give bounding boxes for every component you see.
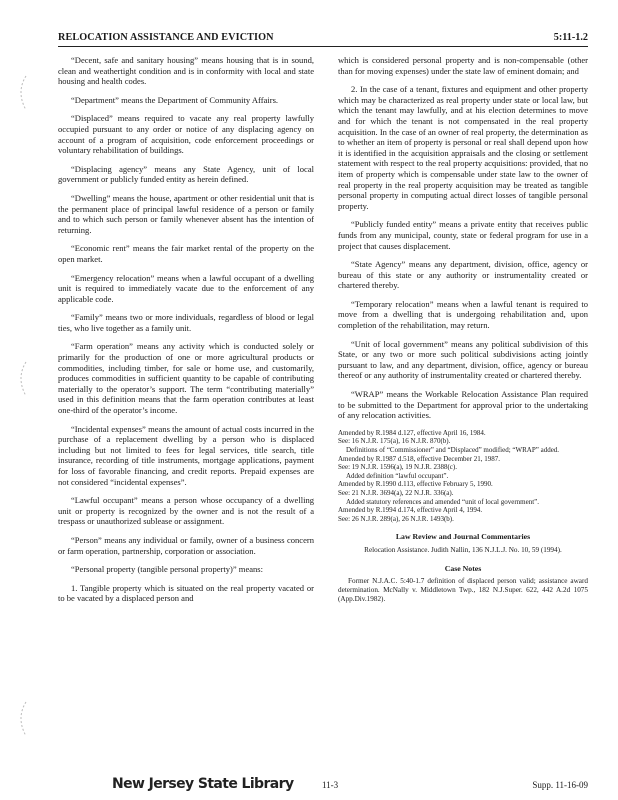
- amendment-line: See: 19 N.J.R. 1596(a), 19 N.J.R. 2388(c).: [338, 463, 457, 472]
- header-title: RELOCATION ASSISTANCE AND EVICTION: [58, 32, 274, 43]
- definition-paragraph: “Displacing agency” means any State Agency, unit of local government or publicly funded entity as herein defined.: [58, 163, 314, 185]
- definition-paragraph: 1. Tangible property which is situated on the real property vacated or to be vacated by a displaced person and: [58, 582, 314, 604]
- case-notes-heading: Case Notes: [444, 563, 482, 573]
- amendment-line: Amended by R.1987 d.518, effective December 21, 1987.: [338, 454, 500, 463]
- amendment-line: Added definition “lawful occupant”.: [346, 471, 449, 480]
- definition-paragraph: “Dwelling” means the house, apartment or other residential unit that is the permanent place of principal lawful residence of a person or family and to which such person or family whenever absent has the intention of returning.: [58, 192, 314, 235]
- definition-paragraph: “Emergency relocation” means when a lawful occupant of a dwelling unit is required to immediately vacate due to the enforcement of any applicable code.: [58, 272, 314, 304]
- amendment-line: Amended by R.1990 d.113, effective February 5, 1990.: [338, 480, 493, 489]
- left-column: [58, 55, 314, 612]
- page-number: 11-3: [322, 780, 339, 790]
- case-notes-text: Former N.J.A.C. 5:40-1.7 definition of displaced person valid; assistance award determination. McNally v. Middletown Twp., 182 N.J.Super. 622, 442 A.2d 1075 (App.Div.1982).: [338, 577, 588, 603]
- definition-paragraph: “Incidental expenses” means the amount of actual costs incurred in the purchase of a replacement dwelling by a person who is displaced including but not limited to fees for legal services, title search, title insurance, recording of title instruments, mortgage applications, payment for loss of favorable financing, and credit reports. Prepaid expenses are not considered “incidental expenses”.: [58, 423, 314, 487]
- amendment-line: See: 21 N.J.R. 3694(a), 22 N.J.R. 336(a).: [338, 488, 454, 497]
- binder-hole-mark: [14, 700, 30, 760]
- definition-paragraph: “Temporary relocation” means when a lawful tenant is required to move from a dwelling that is undergoing rehabilitation and, upon completion of the rehabilitation, may return.: [338, 298, 588, 331]
- amendment-line: Amended by R.1984 d.127, effective April 16, 1984.: [338, 428, 486, 437]
- amendment-line: See: 16 N.J.R. 175(a), 16 N.J.R. 870(b).: [338, 437, 451, 446]
- amendment-history: [338, 429, 588, 524]
- definition-paragraph: “Farm operation” means any activity which is conducted solely or primarily for the production of one or more agricultural products or commodities, including timber, for sale or home use, and customarily, produces commodities in sufficient quantity to be capable of contributing materially to the operator’s support. The term “contributing materially” used in this definition means that the farm operation contributes at least one-third of the operator’s income.: [58, 341, 314, 416]
- library-watermark: New Jersey State Library: [112, 776, 294, 792]
- law-review-text: Relocation Assistance. Judith Nallin, 136 N.J.L.J. No. 10, 59 (1994).: [364, 545, 562, 554]
- amendment-line: Amended by R.1994 d.174, effective April 4, 1994.: [338, 506, 483, 515]
- running-header: [58, 30, 588, 47]
- page-footer: [0, 776, 618, 796]
- definition-paragraph: “Lawful occupant” means a person whose occupancy of a dwelling unit or property is recognized by the owner and is not the result of a trespass or unauthorized sublease or assignment.: [58, 495, 314, 527]
- definition-paragraph: “Person” means any individual or family, owner of a business concern or farm operation, partnership, corporation or association.: [58, 534, 314, 556]
- amendment-line: See: 26 N.J.R. 289(a), 26 N.J.R. 1493(b).: [338, 514, 454, 523]
- definition-paragraph: which is considered personal property and is non-compensable (other than for moving expenses) under the state law of eminent domain; and: [338, 55, 588, 76]
- definition-paragraph: 2. In the case of a tenant, fixtures and equipment and other property which may be characterized as real property under state or local law, but which the tenant may lawfully, and at his election determines to move and for which the tenant is not compensated in the real property acquisition. In the case of an owner of real property, the determination as to whether an item of property is personal or real shall depend upon how it is identified in the acquisition appraisals and the closing or settlement statement with respect to the real property acquisitions: provided, that no item of property which is compensable under state law to the owner of real property in the real property acquisition may be treated as tangible personal property in computing actual direct losses of tangible personal property.: [338, 84, 588, 211]
- law-review-heading: Law Review and Journal Commentaries: [395, 532, 531, 542]
- binder-hole-mark: [14, 360, 30, 420]
- right-column: [338, 55, 588, 613]
- definition-paragraph: “Department” means the Department of Community Affairs.: [71, 94, 279, 105]
- definition-paragraph: “WRAP” means the Workable Relocation Assistance Plan required to be submitted to the Department for approval prior to the undertaking of any relocation activities.: [338, 389, 588, 421]
- definition-paragraph: “Personal property (tangible personal property)” means:: [71, 564, 264, 575]
- amendment-line: Added statutory references and amended “unit of local government”.: [346, 497, 540, 506]
- definition-paragraph: “Economic rent” means the fair market rental of the property on the open market.: [58, 243, 314, 264]
- amendment-line: Definitions of “Commissioner” and “Displaced” modified; “WRAP” added.: [346, 446, 560, 454]
- definition-paragraph: “State Agency” means any department, division, office, agency or bureau of this state or any authority or instrumentality created or chartered thereby.: [338, 259, 588, 291]
- binder-hole-mark: [14, 74, 30, 134]
- header-section: 5:11-1.2: [553, 32, 588, 43]
- definition-paragraph: “Decent, safe and sanitary housing” means housing that is in sound, clean and weathertight condition and is in conformity with local and state housing and health codes.: [58, 55, 314, 87]
- definition-paragraph: “Unit of local government” means any political subdivision of this State, or any two or more such political subdivisions acting jointly pursuant to law, and any department, division, office, agency or bureau thereof or any authority of instrumentality created or chartered thereby.: [338, 338, 588, 381]
- definition-paragraph: “Displaced” means required to vacate any real property lawfully occupied pursuant to any order or notice of any displacing agency on account of a program of acquisition, code enforcement proceedings or voluntary rehabilitation of buildings.: [58, 113, 314, 156]
- definition-paragraph: “Publicly funded entity” means a private entity that receives public funds from any municipal, county, state or federal program for use in a project that causes displacement.: [338, 219, 588, 251]
- definition-paragraph: “Family” means two or more individuals, regardless of blood or legal ties, who live together as a family unit.: [58, 312, 314, 333]
- supplement-date: Supp. 11-16-09: [532, 780, 588, 790]
